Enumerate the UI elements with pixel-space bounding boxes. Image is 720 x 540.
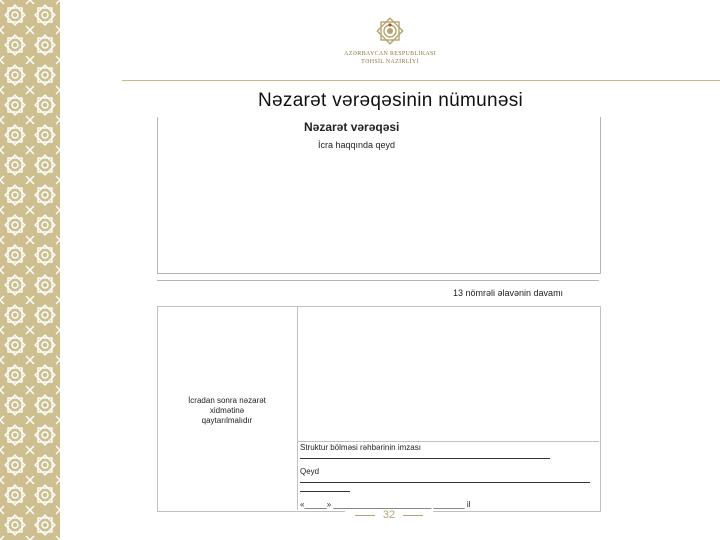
logo-line-2: TƏHSİL NAZİRLİYİ [361, 59, 419, 65]
emblem-icon [371, 12, 409, 50]
return-instruction-line-2: xidmətinə [209, 406, 245, 415]
note-line-2 [300, 491, 350, 492]
signature-line [300, 458, 550, 459]
table-row-divider [298, 441, 599, 442]
return-instruction-line-3: qaytarılmalıdır [201, 416, 253, 425]
page-number [345, 509, 433, 521]
page-number-text: 32 [382, 509, 396, 521]
page-dash-left [355, 515, 375, 516]
note-label: Qeyd [300, 467, 320, 476]
header-divider [122, 80, 720, 81]
annex-note: 13 nömrəli əlavənin davamı [453, 288, 564, 298]
section-separator [157, 280, 599, 281]
signature-label: Struktur bölməsi rəhbərinin imzası [300, 443, 421, 452]
ministry-logo [340, 12, 440, 66]
decorative-sidebar [0, 0, 60, 540]
note-line-1 [300, 482, 590, 483]
slide-title: Nəzarət vərəqəsinin nümunəsi [258, 90, 524, 111]
date-line: «_____» ______________________ _______ il [300, 500, 471, 509]
table-column-divider [297, 306, 298, 510]
ornament-pattern [0, 0, 60, 540]
return-instruction-cell [160, 396, 294, 426]
return-instruction-line-1: İcradan sonra nəzarət [188, 396, 266, 405]
page-dash-right [403, 515, 423, 516]
form-title: Nəzarət vərəqəsi [304, 120, 400, 134]
logo-line-1: AZƏRBAYCAN RESPUBLİKASI [344, 51, 436, 57]
form-subtitle: İcra haqqında qeyd [318, 140, 396, 150]
